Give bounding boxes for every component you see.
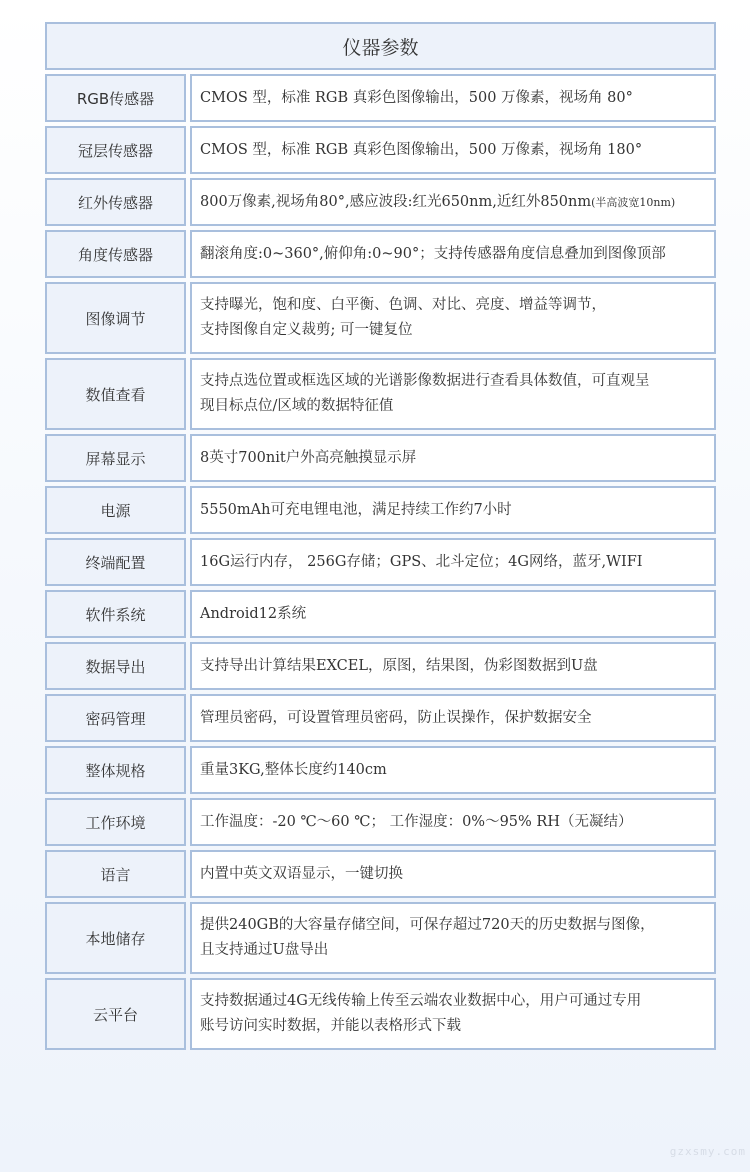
- row-value: 16G运行内存， 256G存储；GPS、北斗定位；4G网络，蓝牙,WIFI: [190, 538, 716, 586]
- row-value: 5550mAh可充电锂电池，满足持续工作约7小时: [190, 486, 716, 534]
- row-value: 翻滚角度:0~360°,俯仰角:0~90°；支持传感器角度信息叠加到图像顶部: [190, 230, 716, 278]
- row-value: CMOS 型，标准 RGB 真彩色图像输出，500 万像素，视场角 180°: [190, 126, 716, 174]
- row-label: 本地储存: [45, 902, 186, 974]
- row-label: 红外传感器: [45, 178, 186, 226]
- row-label: 语言: [45, 850, 186, 898]
- spec-row-screen: [45, 434, 716, 482]
- row-value: 提供240GB的大容量存储空间，可保存超过720天的历史数据与图像， 且支持通过U盘导出: [190, 902, 716, 974]
- spec-row-canopy-sensor: [45, 126, 716, 174]
- row-label: 冠层传感器: [45, 126, 186, 174]
- spec-row-password: [45, 694, 716, 742]
- spec-row-power: [45, 486, 716, 534]
- row-label: 工作环境: [45, 798, 186, 846]
- spec-sheet: [45, 22, 716, 1050]
- spec-row-cloud-platform: [45, 978, 716, 1050]
- row-value: 8英寸700nit户外高亮触摸显示屏: [190, 434, 716, 482]
- watermark: gzxsmy.com: [669, 1145, 746, 1158]
- row-label: 终端配置: [45, 538, 186, 586]
- row-value: 支持曝光，饱和度、白平衡、色调、对比、亮度、增益等调节， 支持图像自定义裁剪; 可一键复位: [190, 282, 716, 354]
- row-label: 云平台: [45, 978, 186, 1050]
- spec-row-local-storage: [45, 902, 716, 974]
- spec-row-terminal: [45, 538, 716, 586]
- row-label: 软件系统: [45, 590, 186, 638]
- row-label: 密码管理: [45, 694, 186, 742]
- row-label: 电源: [45, 486, 186, 534]
- row-label: 角度传感器: [45, 230, 186, 278]
- row-value-main: 800万像素,视场角80°,感应波段:红光650nm,近红外850nm: [200, 193, 592, 210]
- row-value: 支持点选位置或框选区域的光谱影像数据进行查看具体数值，可直观呈 现目标点位/区域的数据特征值: [190, 358, 716, 430]
- row-value: [190, 178, 716, 226]
- spec-row-infrared-sensor: [45, 178, 716, 226]
- spec-row-environment: [45, 798, 716, 846]
- row-value-note: (半高波宽10nm): [591, 195, 676, 209]
- row-value: 支持数据通过4G无线传输上传至云端农业数据中心，用户可通过专用 账号访问实时数据，并能以表格形式下载: [190, 978, 716, 1050]
- spec-row-software: [45, 590, 716, 638]
- row-value: Android12系统: [190, 590, 716, 638]
- spec-title: 仪器参数: [45, 22, 716, 70]
- row-label: 整体规格: [45, 746, 186, 794]
- spec-row-language: [45, 850, 716, 898]
- spec-row-dimensions: [45, 746, 716, 794]
- row-value: CMOS 型，标准 RGB 真彩色图像输出，500 万像素，视场角 80°: [190, 74, 716, 122]
- row-value: 支持导出计算结果EXCEL，原图，结果图，伪彩图数据到U盘: [190, 642, 716, 690]
- spec-row-angle-sensor: [45, 230, 716, 278]
- row-value: 内置中英文双语显示，一键切换: [190, 850, 716, 898]
- row-value: 工作温度：-20 ℃～60 ℃； 工作湿度：0%～95% RH（无凝结）: [190, 798, 716, 846]
- row-label: RGB传感器: [45, 74, 186, 122]
- spec-row-image-adjust: [45, 282, 716, 354]
- spec-row-data-export: [45, 642, 716, 690]
- spec-row-value-view: [45, 358, 716, 430]
- row-value: 管理员密码，可设置管理员密码，防止误操作，保护数据安全: [190, 694, 716, 742]
- row-value: 重量3KG,整体长度约140cm: [190, 746, 716, 794]
- row-label: 图像调节: [45, 282, 186, 354]
- row-label: 数据导出: [45, 642, 186, 690]
- row-label: 数值查看: [45, 358, 186, 430]
- spec-row-rgb-sensor: [45, 74, 716, 122]
- row-label: 屏幕显示: [45, 434, 186, 482]
